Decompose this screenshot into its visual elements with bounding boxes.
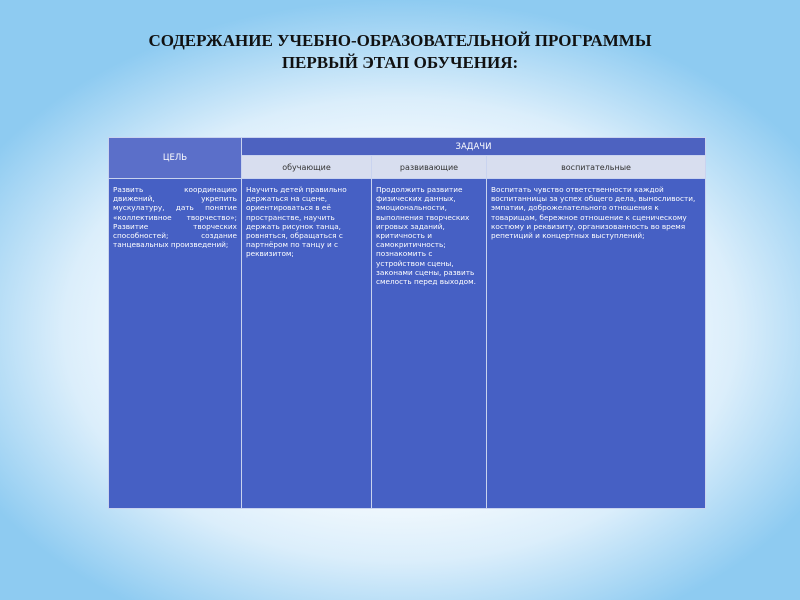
- header-goal: ЦЕЛЬ: [109, 138, 242, 179]
- title-line-1: СОДЕРЖАНИЕ УЧЕБНО-ОБРАЗОВАТЕЛЬНОЙ ПРОГРАММЫ: [148, 31, 652, 50]
- header-row: [109, 138, 706, 156]
- subheader-developing: развивающие: [372, 156, 487, 179]
- upbringing-tasks-cell: Воспитать чувство ответственности каждой воспитанницы за успех общего дела, выносливости, эмпатии, доброжелательного отношения к товарищам, бережное отношение к сценическому костюму и реквизиту, организованность во время репетиций и концертных выступлений;: [487, 179, 706, 509]
- program-table: [108, 137, 706, 509]
- subheader-upbringing: воспитательные: [487, 156, 706, 179]
- developing-tasks-cell: Продолжить развитие физических данных, эмоциональности, выполнения творческих игровых заданий, критичность и самокритичность; познакомить с устройством сцены, законами сцены, развить смелость перед выходом.: [372, 179, 487, 509]
- goal-cell: Развить координацию движений, укрепить мускулатуру, дать понятие «коллективное творчество»; Развитие творческих способностей; создание танцевальных произведений;: [109, 179, 242, 509]
- header-tasks: ЗАДАЧИ: [242, 138, 706, 156]
- teaching-tasks-cell: Научить детей правильно держаться на сцене, ориентироваться в её пространстве, научить держать рисунок танца, ровняться, обращаться с партнёром по танцу и с реквизитом;: [242, 179, 372, 509]
- slide-title: [0, 30, 800, 74]
- content-row: [109, 179, 706, 509]
- subheader-teaching: обучающие: [242, 156, 372, 179]
- title-line-2: ПЕРВЫЙ ЭТАП ОБУЧЕНИЯ:: [281, 53, 519, 72]
